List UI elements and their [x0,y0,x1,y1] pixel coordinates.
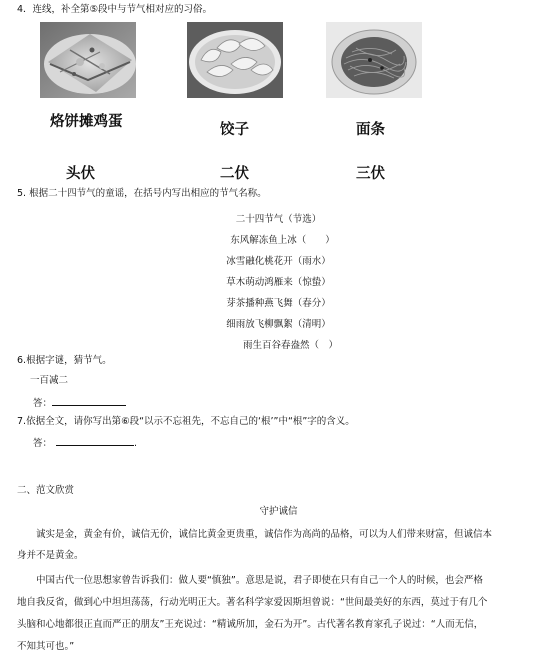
q4-prompt: 4．连线，补全第⑤段中与节气相对应的习俗。 [17,4,213,15]
fu-label-2: 二伏 [220,166,249,182]
essay-para2-line4: 不知其可也。” [17,641,75,652]
fu-label-3: 三伏 [356,166,385,182]
essay-title: 守护诚信 [259,506,298,517]
q6-answer-row [33,396,126,410]
poem-line-3: 草木萌动鸿雁来（惊蛰） [226,277,331,288]
q7-answer-label: 答： [33,438,53,449]
q7-answer-blank[interactable] [56,436,134,446]
essay-para1-line1: 诚实是金，黄金有价，诚信无价，诚信比黄金更贵重，诚信作为高尚的品格，可以为人们带来财富，但诚信本 [36,529,493,540]
q7-answer-end: . [134,438,138,449]
poem-line-4: 芽茶播种燕飞舞（春分） [226,298,331,309]
food-label-noodles: 面条 [356,122,385,138]
q7-prompt: 7.依据全文，请你写出第⑥段“以示不忘祖先，不忘自己的‘根’”中“根”字的含义。 [17,416,355,427]
q6-prompt: 6.根据字谜，猜节气。 [17,355,112,366]
poem-line-2: 冰雪融化桃花开（雨水） [226,256,331,267]
essay-para2-line1: 中国古代一位思想家曾告诉我们：做人要“慎独”。意思是说，君子即使在只有自己一个人的时候，也会严格 [36,575,483,586]
q6-answer-label: 答： [33,398,53,409]
essay-para2-line2: 地自我反省，做到心中坦坦荡荡，行动光明正大。著名科学家爱因斯坦曾说：“世间最美好的东西，莫过于有几个 [17,597,488,608]
essay-para1-line2: 身并不是黄金。 [17,550,84,561]
pancake-egg-photo [40,22,136,98]
dumplings-photo [187,22,283,98]
essay-para2-line3: 头脑和心地都很正直而严正的朋友”王充说过：“精诚所加，金石为开”。古代著名教育家孔子说过：“人而无信， [17,619,484,630]
food-label-dumplings: 饺子 [220,122,249,138]
q7-answer-row [33,436,137,450]
section-heading: 二、范文欣赏 [17,485,75,496]
food-label-pancake-egg: 烙饼摊鸡蛋 [50,114,123,130]
q6-answer-blank[interactable] [52,396,126,406]
poem-line-1: 东风解冻鱼上冰（ ） [230,235,335,246]
noodles-photo [326,22,422,98]
q6-riddle: 一百减二 [30,375,69,386]
q5-prompt: 5. 根据二十四节气的童谣，在括号内写出相应的节气名称。 [17,188,267,199]
poem-line-6: 雨生百谷春盎然（ ） [242,340,338,351]
fu-label-1: 头伏 [66,166,95,182]
poem-line-5: 细雨放飞柳飘絮（清明） [226,319,331,330]
poem-title: 二十四节气（节选） [235,214,322,225]
